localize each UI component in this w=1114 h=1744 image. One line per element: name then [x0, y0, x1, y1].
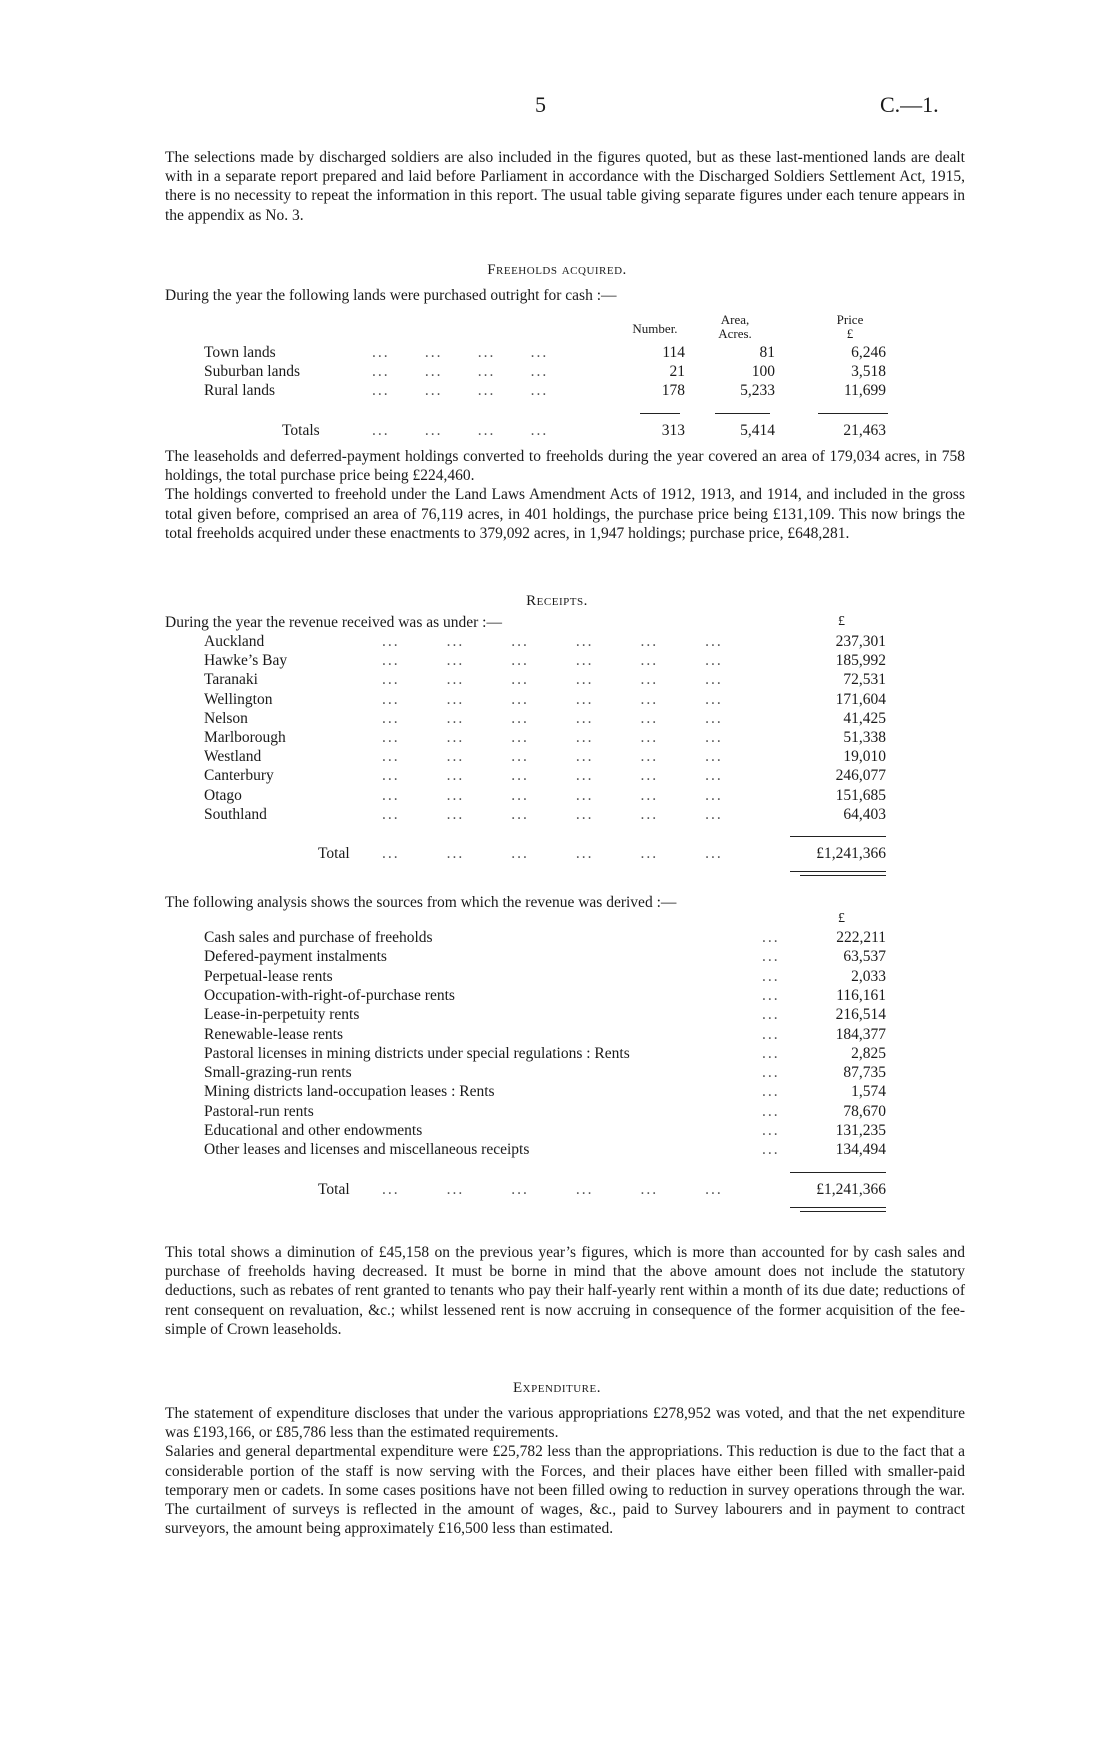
col-header-price-2: £: [846, 326, 854, 341]
intro-paragraph: [165, 148, 965, 225]
freeholds-row-area: 81: [759, 344, 775, 361]
expenditure-paragraphs: [165, 1404, 965, 1538]
leader-dots: ...: [762, 1064, 780, 1082]
leader-dots: ...: [762, 1025, 780, 1043]
analysis-total-label: Total: [318, 1181, 350, 1198]
receipts-row: [0, 728, 1114, 747]
receipts-currency: £: [838, 614, 845, 629]
leader-dots: ... ... ... ... ... ...: [382, 786, 723, 804]
leader-dots: ... ... ... ... ... ...: [382, 748, 723, 766]
expenditure-heading: Expenditure.: [513, 1380, 601, 1396]
receipts-row-label: Marlborough: [204, 729, 286, 746]
analysis-row: [0, 947, 1114, 966]
leader-dots: ... ... ... ... ... ...: [382, 1181, 723, 1198]
leader-dots: ...: [762, 1102, 780, 1120]
freeholds-row-number: 178: [661, 382, 685, 399]
receipts-total-row: [0, 844, 1114, 864]
analysis-row: [0, 1005, 1114, 1024]
freeholds-row-number: 114: [662, 344, 685, 361]
receipts-total-rule-top: [790, 836, 886, 837]
analysis-intro: The following analysis shows the sources from which the revenue was derived :—: [165, 894, 677, 911]
leader-dots: ...: [762, 948, 780, 966]
analysis-total-rule-bottom-2: [800, 1211, 886, 1212]
receipts-total-value: £1,241,366: [816, 845, 886, 862]
analysis-row-value: 1,574: [851, 1083, 886, 1101]
freeholds-para-2: The holdings converted to freehold under the Land Laws Amendment Acts of 1912, 1913, and 1914, and included in the gross total given before, comprised an area of 76,119 acres, in 401 holdings, the purchase price being £131,109. This now brings the total freeholds acquired under these enactments to 379,092 acres, in 1,947 holdings; purchase price, £648,281.: [165, 486, 965, 542]
receipts-row-label: Hawke’s Bay: [204, 652, 288, 670]
freeholds-row-price: 11,699: [843, 382, 886, 399]
receipts-row: [0, 786, 1114, 805]
leader-dots: ... ... ... ... ... ...: [382, 805, 723, 823]
analysis-row: [0, 1140, 1114, 1159]
leader-dots: ... ... ... ... ... ...: [382, 633, 723, 650]
analysis-row-label: Pastoral licenses in mining districts under special regulations : Rents: [204, 1044, 630, 1062]
leader-dots: ... ... ... ...: [372, 382, 549, 399]
analysis-row-value: 116,161: [836, 986, 886, 1004]
receipts-row-value: 64,403: [843, 805, 886, 823]
receipts-row: [0, 632, 1114, 651]
col-header-number: Number.: [632, 321, 678, 336]
analysis-row-value: 131,235: [835, 1122, 886, 1139]
freeholds-row: [0, 343, 1114, 362]
receipts-intro: During the year the revenue received was as under :—: [165, 614, 502, 631]
col-header-area-2: Acres.: [718, 326, 752, 341]
analysis-row: [0, 986, 1114, 1005]
leader-dots: ... ... ... ... ... ...: [382, 845, 723, 862]
leader-dots: ... ... ... ...: [372, 363, 549, 380]
receipts-total-label: Total: [318, 845, 350, 862]
freeholds-intro: During the year the following lands were purchased outright for cash :—: [165, 287, 617, 304]
freeholds-row-label: Rural lands: [204, 382, 276, 399]
leader-dots: ...: [762, 967, 780, 985]
col-header-area-1: Area,: [720, 312, 750, 327]
analysis-row-label: Perpetual-lease rents: [204, 967, 333, 985]
receipts-row: [0, 690, 1114, 709]
freeholds-totals-area: 5,414: [740, 422, 775, 439]
freeholds-row-label: Town lands: [204, 344, 276, 361]
leader-dots: ... ... ... ... ... ...: [382, 767, 723, 785]
receipts-row-label: Taranaki: [204, 671, 258, 689]
analysis-row: [0, 1082, 1114, 1101]
freeholds-row: [0, 381, 1114, 400]
freeholds-totals-row: [0, 421, 1114, 441]
freeholds-heading: Freeholds acquired.: [487, 262, 627, 278]
col-header-price-1: Price: [836, 312, 864, 327]
leader-dots: ...: [762, 1141, 780, 1159]
freeholds-paragraphs: [165, 447, 965, 543]
analysis-row-label: Lease-in-perpetuity rents: [204, 1006, 360, 1024]
analysis-row-label: Cash sales and purchase of freeholds: [204, 929, 433, 946]
analysis-row-label: Small-grazing-run rents: [204, 1064, 352, 1082]
analysis-row: [0, 928, 1114, 947]
leader-dots: ... ... ... ... ... ...: [382, 729, 723, 746]
freeholds-row-area: 100: [751, 363, 775, 380]
diminution-text: This total shows a diminution of £45,158 on the previous year’s figures, which is more than accounted for by cash sales and purchase of freeholds having decreased. It must be borne in mind that the above amount does not include the statutory deductions, such as rebates of rent granted to tenants who pay their half-yearly rent within a month of its due date; reductions of rent consequent on revaluation, &c.; whilst lessened rent is now accruing in consequence of the former acquisition of the fee-simple of Crown leaseholds.: [165, 1244, 965, 1338]
freeholds-row-label: Suburban lands: [204, 363, 301, 380]
receipts-row: [0, 747, 1114, 766]
analysis-row-label: Defered-payment instalments: [204, 948, 387, 966]
analysis-row-value: 2,033: [851, 967, 886, 985]
receipts-row-value: 151,685: [835, 786, 886, 804]
leader-dots: ... ... ... ... ... ...: [382, 671, 723, 689]
analysis-total-row: [0, 1180, 1114, 1200]
receipts-row-value: 171,604: [835, 690, 886, 708]
analysis-row-value: 184,377: [835, 1025, 886, 1043]
diminution-paragraph: [165, 1243, 965, 1339]
analysis-total-rule-top: [790, 1172, 886, 1173]
receipts-row-label: Auckland: [204, 633, 265, 650]
receipts-row-value: 72,531: [843, 671, 886, 689]
freeholds-row: [0, 362, 1114, 381]
receipts-row: [0, 651, 1114, 670]
freeholds-totals-number: 313: [661, 422, 685, 439]
analysis-row-value: 222,211: [836, 929, 886, 946]
leader-dots: ... ... ... ... ... ...: [382, 690, 723, 708]
analysis-row-label: Mining districts land-occupation leases : Rents: [204, 1083, 495, 1101]
analysis-total-value: £1,241,366: [816, 1181, 886, 1198]
analysis-currency: £: [838, 911, 845, 926]
analysis-row-value: 78,670: [843, 1102, 886, 1120]
intro-paragraph-text: The selections made by discharged soldiers are also included in the figures quoted, but as these last-mentioned lands are dealt with in a separate report prepared and laid before Parliament in accordance with the Discharged Soldiers Settlement Act, 1915, there is no necessity to repeat the information in this report. The usual table giving separate figures under each tenure appears in the appendix as No. 3.: [165, 149, 965, 224]
freeholds-row-number: 21: [669, 363, 685, 380]
receipts-row-label: Canterbury: [204, 767, 274, 785]
analysis-total-rule-bottom-1: [790, 1207, 886, 1208]
freeholds-rule-number: [640, 413, 680, 414]
freeholds-totals-price: 21,463: [843, 422, 886, 439]
receipts-row: [0, 709, 1114, 728]
freeholds-para-1: The leaseholds and deferred-payment holdings converted to freeholds during the year covered an area of 179,034 acres, in 758 holdings, the total purchase price being £224,460.: [165, 448, 965, 485]
leader-dots: ... ... ... ... ... ...: [382, 652, 723, 670]
leader-dots: ...: [762, 1122, 780, 1139]
receipts-total-rule-bottom-1: [790, 871, 886, 872]
analysis-row-value: 87,735: [843, 1064, 886, 1082]
receipts-row-label: Nelson: [204, 709, 248, 727]
freeholds-totals-label: Totals: [282, 422, 320, 439]
receipts-row-label: Wellington: [204, 690, 273, 708]
leader-dots: ...: [762, 929, 780, 946]
receipts-total-rule-bottom-2: [800, 875, 886, 876]
leader-dots: ... ... ... ...: [372, 422, 549, 439]
leader-dots: ...: [762, 1083, 780, 1101]
analysis-row-value: 216,514: [835, 1006, 886, 1024]
receipts-row-value: 51,338: [843, 729, 886, 746]
analysis-row: [0, 1025, 1114, 1044]
analysis-row: [0, 1044, 1114, 1063]
analysis-row-value: 134,494: [835, 1141, 886, 1159]
freeholds-row-price: 3,518: [851, 363, 886, 380]
analysis-row-label: Renewable-lease rents: [204, 1025, 344, 1043]
receipts-row-label: Westland: [204, 748, 262, 766]
receipts-heading: Receipts.: [526, 593, 588, 609]
receipts-row-value: 19,010: [843, 748, 886, 766]
analysis-row: [0, 967, 1114, 986]
analysis-row-label: Pastoral-run rents: [204, 1102, 314, 1120]
freeholds-rule-price: [818, 413, 888, 414]
receipts-row-value: 237,301: [835, 633, 886, 650]
leader-dots: ...: [762, 986, 780, 1004]
analysis-row-label: Educational and other endowments: [204, 1122, 423, 1139]
receipts-row-label: Southland: [204, 805, 267, 823]
leader-dots: ... ... ... ...: [372, 344, 549, 361]
receipts-row-value: 41,425: [843, 709, 886, 727]
analysis-row: [0, 1063, 1114, 1082]
analysis-row-value: 63,537: [843, 948, 886, 966]
freeholds-rule-area: [715, 413, 770, 414]
analysis-row-value: 2,825: [851, 1044, 886, 1062]
analysis-row: [0, 1102, 1114, 1121]
analysis-row: [0, 1121, 1114, 1140]
leader-dots: ...: [762, 1044, 780, 1062]
leader-dots: ... ... ... ... ... ...: [382, 709, 723, 727]
document-reference: C.—1.: [880, 92, 939, 117]
receipts-row-value: 246,077: [835, 767, 886, 785]
expenditure-para-1: The statement of expenditure discloses that under the various appropriations £278,952 was voted, and that the net expenditure was £193,166, or £85,786 less than the estimated requirements.: [165, 1405, 965, 1442]
expenditure-para-2: Salaries and general departmental expenditure were £25,782 less than the appropriations. This reduction is due to the fact that a considerable portion of the staff is now serving with the Forces, and their places have either been filled with smaller-paid temporary men or cadets. In some cases positions have not been filled owing to reduction in survey operations through the war. The curtailment of surveys is reflected in the amount of wages, &c., paid to Survey labourers and in payment to contract surveyors, the amount being approximately £16,500 less than estimated.: [165, 1443, 965, 1538]
freeholds-row-price: 6,246: [851, 344, 886, 361]
receipts-row: [0, 766, 1114, 785]
freeholds-row-area: 5,233: [740, 382, 775, 399]
receipts-row: [0, 670, 1114, 689]
receipts-row-label: Otago: [204, 786, 242, 804]
receipts-row: [0, 805, 1114, 824]
leader-dots: ...: [762, 1006, 780, 1024]
page-number: 5: [535, 92, 546, 117]
analysis-row-label: Other leases and licenses and miscellaneous receipts: [204, 1141, 530, 1159]
receipts-row-value: 185,992: [835, 652, 886, 670]
analysis-row-label: Occupation-with-right-of-purchase rents: [204, 986, 455, 1004]
